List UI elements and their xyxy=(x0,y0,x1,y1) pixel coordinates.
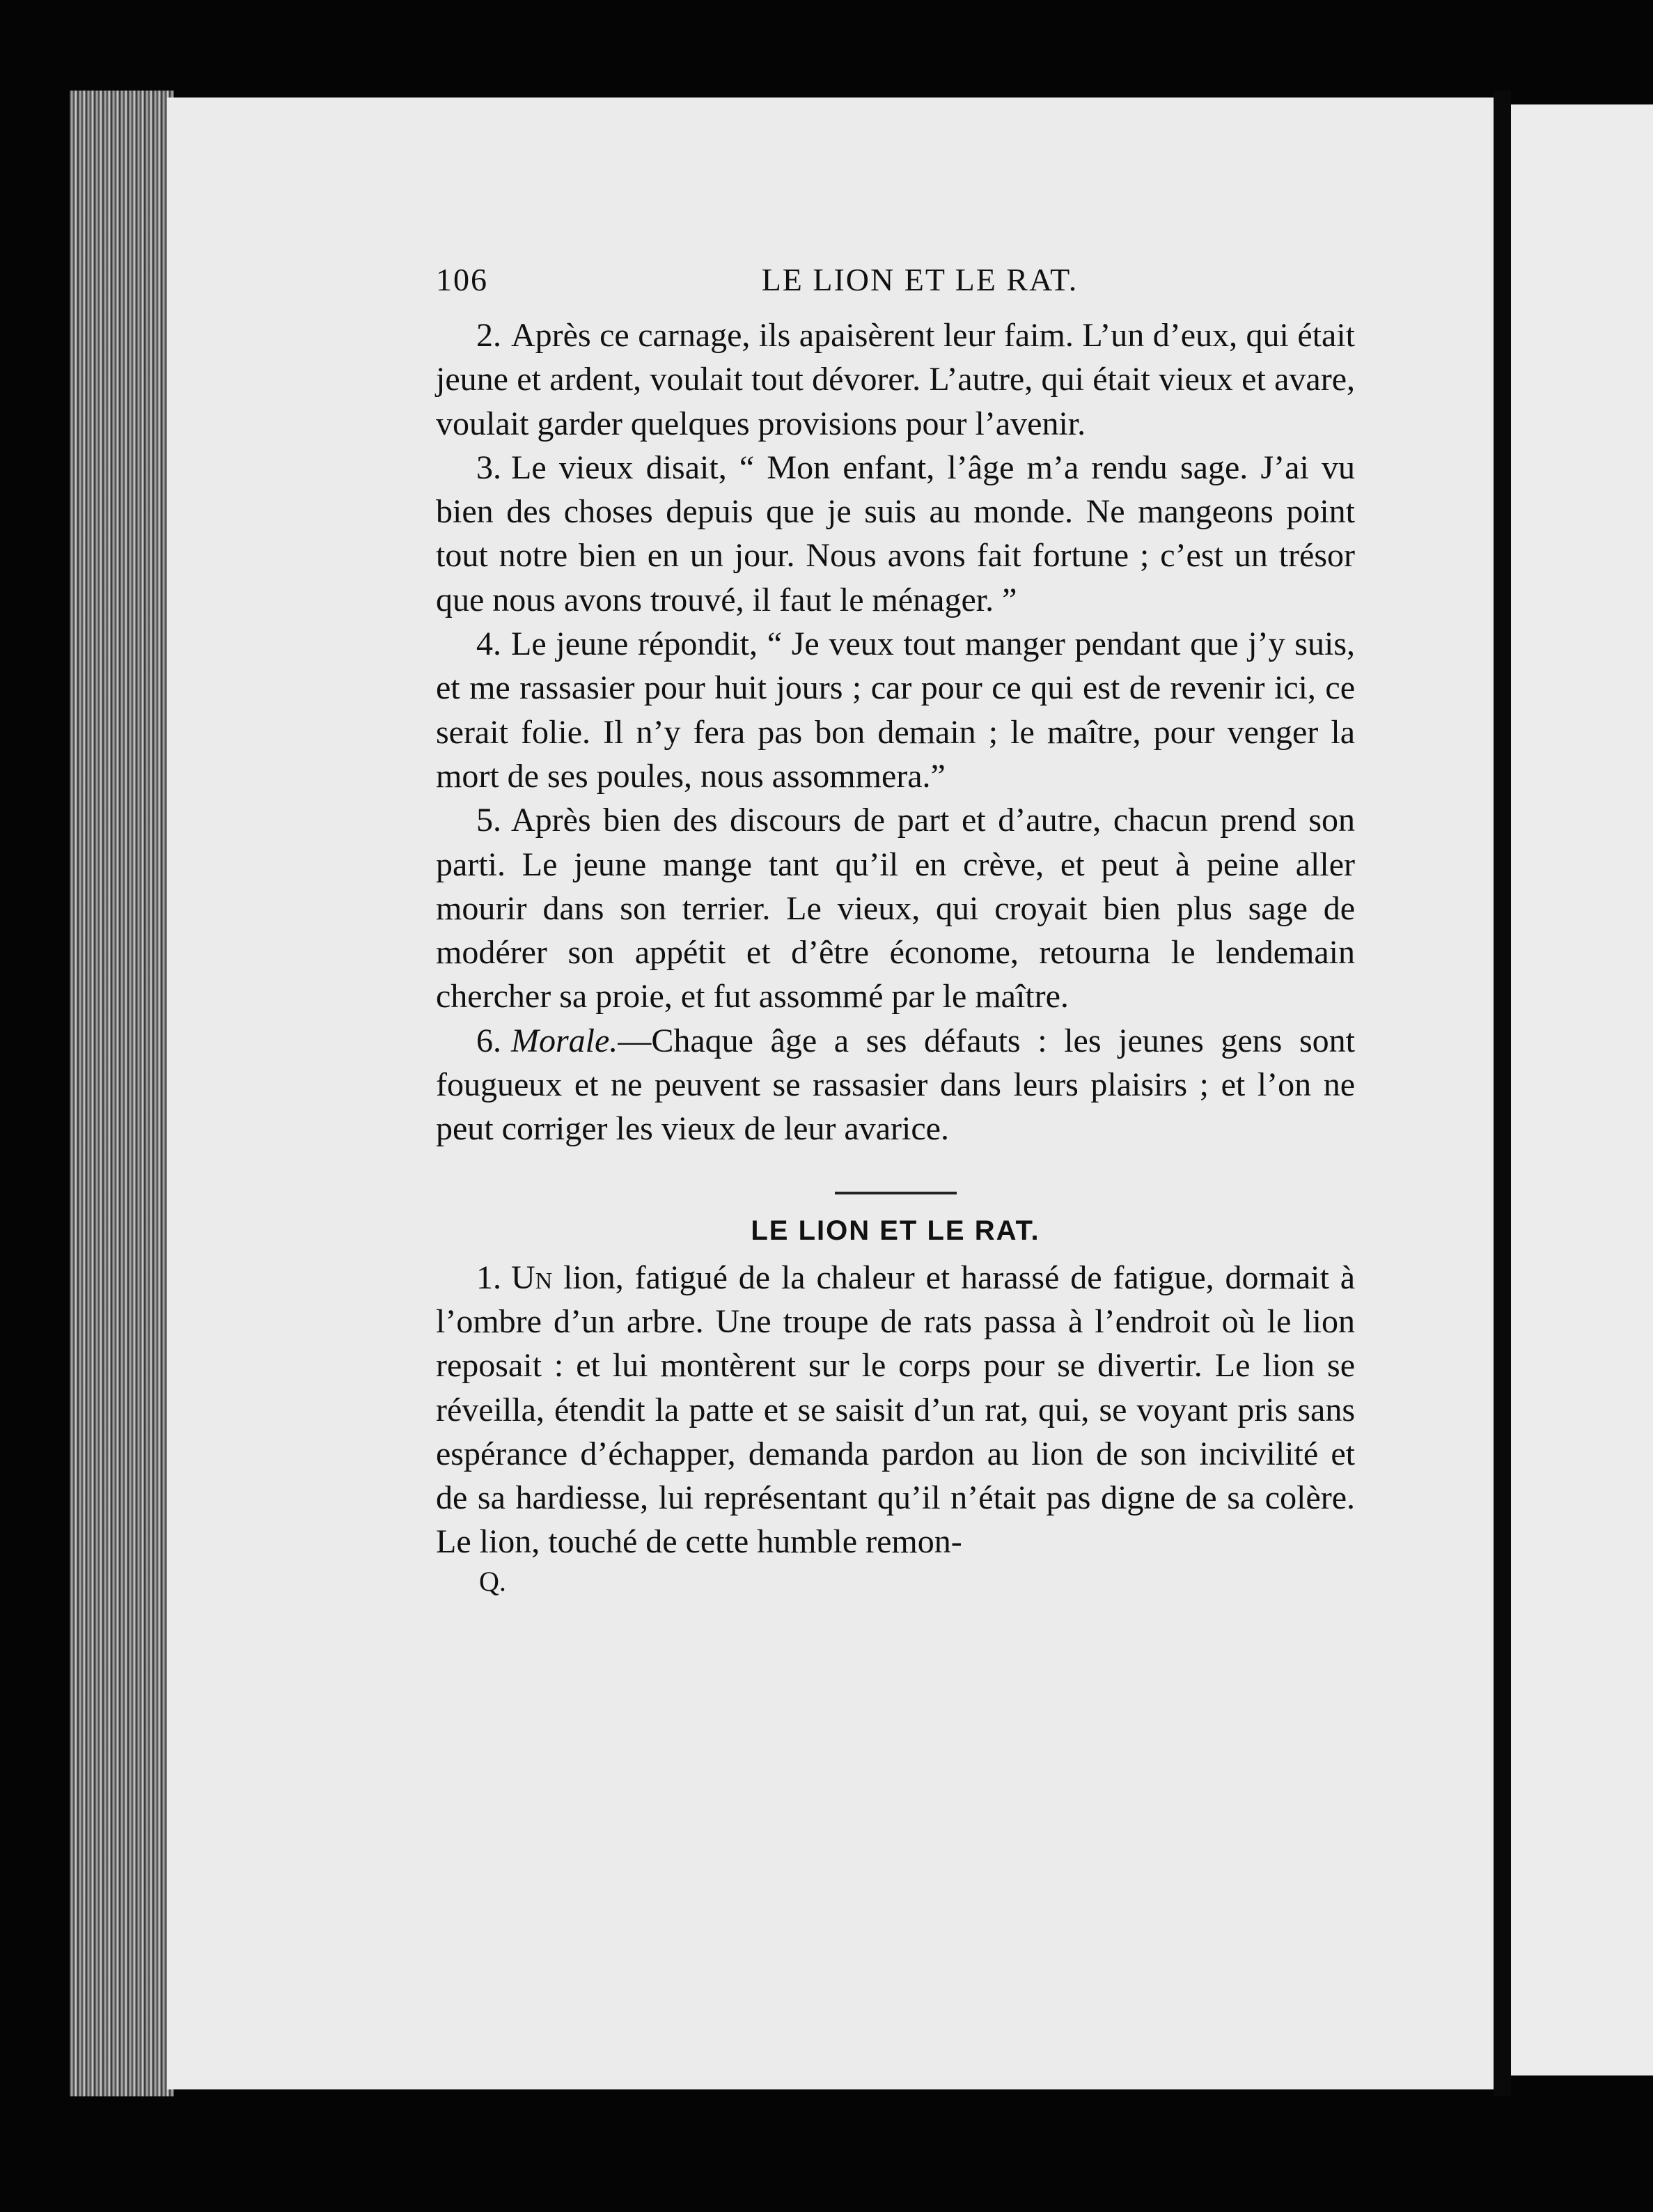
paragraph-text: Le jeune répondit, “ Je veux tout manger pendant que j’y suis, et me rassasier pour huit jours ; car pour ce qui est de revenir ici, ce serait folie. Il n’y fera pas bon demain ; le maître, pour venger la mort de ses poules, nous assommera.” xyxy=(436,625,1355,795)
paragraph-2 xyxy=(436,313,1355,446)
paragraph-number: 4. xyxy=(476,625,501,663)
paragraph-text: lion, fatigué de la chaleur et harassé de fatigue, dormait à l’ombre d’un arbre. Une troupe de rats passa à l’endroit où le lion reposait : et lui montèrent sur le corps pour se divertir. Le lion se réveilla, étendit la patte et se saisit d’un rat, qui, se voyant pris sans espérance d’échapper, demanda pardon au lion de son incivilité et de sa hardiesse, lui représentant qu’il n’était pas digne de sa colère. Le lion, touché de cette humble remon- xyxy=(436,1259,1355,1561)
book-page-edges xyxy=(70,91,174,2096)
facing-page-edge xyxy=(1511,104,1653,2075)
paragraph-lead-word: Un xyxy=(511,1259,553,1296)
paragraph-text: Le vieux disait, “ Mon enfant, l’âge m’a rendu sage. J’ai vu bien des choses depuis que je suis au monde. Ne mangeons point tout notre bien en un jour. Nous avons fait fortune ; c’est un trésor que nous avons trouvé, il faut le ménager. ” xyxy=(436,449,1355,618)
paragraph-text: —Chaque âge a ses défauts : les jeunes gens sont fougueux et ne peuvent se rassasier dans leurs plaisirs ; et l’on ne peut corriger les vieux de leur avarice. xyxy=(436,1022,1355,1148)
book-gutter xyxy=(1494,91,1511,2096)
section-divider xyxy=(835,1192,957,1194)
paragraph-text: Après ce carnage, ils apaisèrent leur faim. L’un d’eux, qui était jeune et ardent, voulait tout dévorer. L’autre, qui était vieux et avare, voulait garder quelques provisions pour l’avenir. xyxy=(436,317,1355,442)
paragraph-number: 2. xyxy=(476,317,501,354)
paragraph-lion-1 xyxy=(436,1256,1355,1564)
signature-mark: Q. xyxy=(479,1565,506,1597)
paragraph-text: Après bien des discours de part et d’autre, chacun prend son parti. Le jeune mange tant qu’il en crève, et peut à peine aller mourir dans son terrier. Le vieux, qui croyait bien plus sage de modérer son appétit et d’être économe, retourna le lendemain chercher sa proie, et fut assommé par le maître. xyxy=(436,802,1355,1015)
paragraph-number: 1. xyxy=(476,1259,501,1296)
paragraph-5 xyxy=(436,798,1355,1018)
paragraph-4 xyxy=(436,622,1355,798)
running-head xyxy=(436,258,1355,313)
page-number: 106 xyxy=(436,262,488,297)
paragraph-morale xyxy=(436,1019,1355,1151)
paragraph-3 xyxy=(436,446,1355,622)
morale-label: Morale. xyxy=(511,1022,618,1059)
running-head-title: LE LION ET LE RAT. xyxy=(761,262,1079,297)
paragraph-number: 6. xyxy=(476,1022,501,1059)
page-content xyxy=(436,258,1355,1599)
section-title: LE LION ET LE RAT. xyxy=(751,1215,1040,1246)
paragraph-number: 3. xyxy=(476,449,501,486)
paragraph-number: 5. xyxy=(476,802,501,839)
